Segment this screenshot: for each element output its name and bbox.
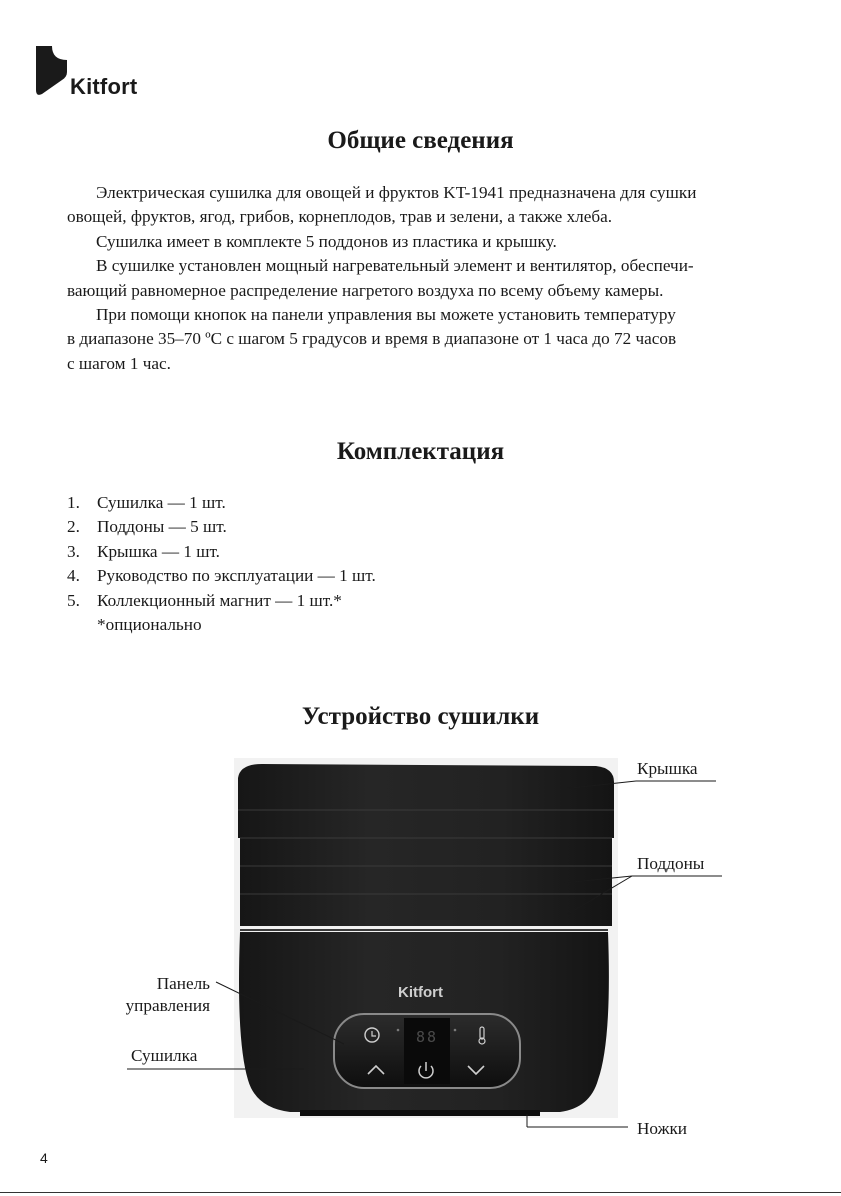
section-title-contents: Комплектация: [336, 438, 505, 465]
kitfort-logo: [34, 44, 144, 100]
label-trays: Поддоны: [637, 854, 705, 873]
kitfort-logo-mark-icon: [34, 44, 68, 96]
list-item: 5. Коллекционный магнит — 1 шт.*: [67, 590, 342, 610]
section-title-general: Общие сведения: [327, 127, 514, 154]
logo-text: Kitfort: [70, 74, 138, 99]
text-line: В сушилке установлен мощный нагревательный элемент и вентилятор, обеспечи-: [96, 256, 694, 276]
list-item: 4. Руководство по эксплуатации — 1 шт.: [67, 566, 376, 586]
label-dryer: Сушилка: [131, 1046, 198, 1065]
bottom-divider: [0, 1192, 841, 1193]
tray-shape: [238, 810, 614, 838]
contents-list: [67, 491, 376, 613]
list-item: 3. Крышка — 1 шт.: [67, 541, 220, 561]
section-title-device: Устройство сушилки: [301, 703, 540, 730]
text-line: Сушилка имеет в комплекте 5 поддонов из пластика и крышку.: [96, 231, 557, 251]
lid-shape: [238, 764, 614, 810]
dryer-illustration: [0, 740, 841, 1140]
tray-shape: [240, 866, 612, 894]
text-line: в диапазоне 35–70 ºC с шагом 5 градусов и время в диапазоне от 1 часа до 72 часов: [67, 329, 677, 349]
product-logo: Kitfort: [398, 984, 443, 1001]
tray-shape: [240, 838, 612, 866]
general-paragraph: [67, 181, 782, 376]
text-line: Электрическая сушилка для овощей и фруктов KT-1941 предназначена для сушки: [96, 183, 697, 202]
text-line: с шагом 1 час.: [67, 353, 171, 373]
list-item: 1. Сушилка — 1 шт.: [67, 493, 226, 512]
text-line: овощей, фруктов, ягод, грибов, корнеплодов, трав и зелени, а также хлеба.: [67, 207, 613, 227]
tray-shape: [240, 894, 612, 926]
list-item: 2. Поддоны — 5 шт.: [67, 517, 227, 537]
text-line: вающий равномерное распределение нагретого воздуха по всему объему камеры.: [67, 280, 664, 300]
optional-note: *опционально: [97, 615, 202, 634]
page-number: 4: [40, 1150, 48, 1166]
device-diagram: [0, 740, 841, 1140]
label-panel: Панель управления: [125, 974, 210, 1015]
label-feet: Ножки: [637, 1119, 688, 1138]
display-readout: 88: [416, 1028, 439, 1046]
text-line: При помощи кнопок на панели управления вы можете установить температуру: [96, 305, 676, 325]
feet-shape: [300, 1110, 540, 1116]
label-lid: Крышка: [637, 759, 698, 778]
